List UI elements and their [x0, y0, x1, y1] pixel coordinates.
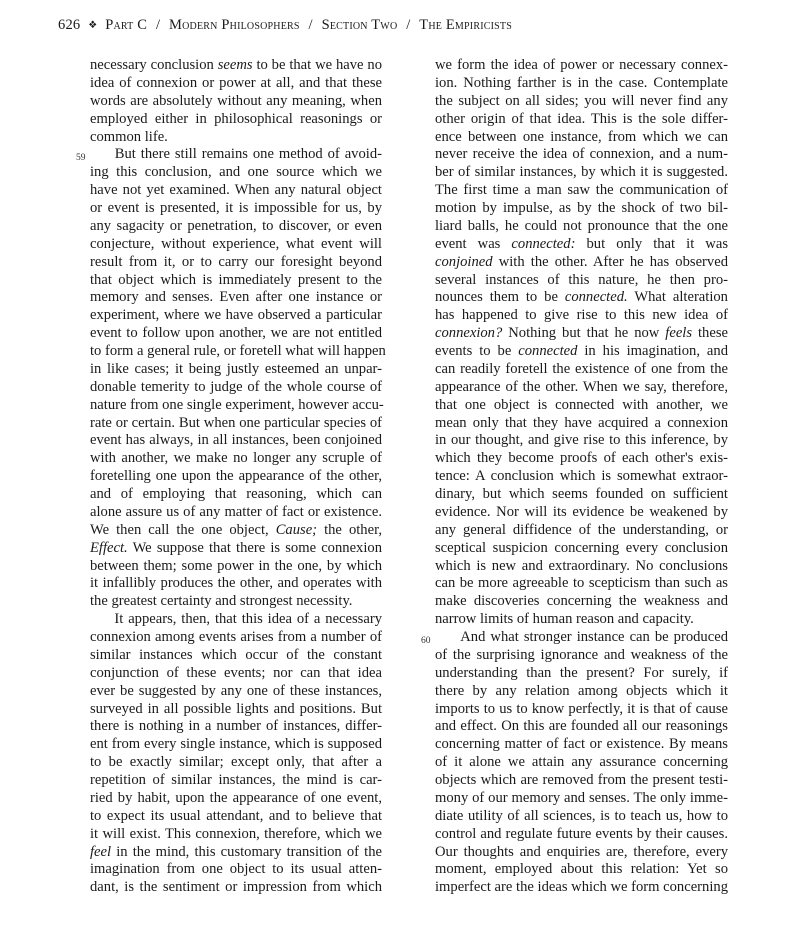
paragraph-number: 59	[76, 153, 86, 164]
text-line: feel in the mind, this customary transition of the	[90, 843, 382, 860]
text-line: objects which are removed from the present testi-	[435, 772, 728, 788]
text-line: there by any relation among objects which it	[435, 682, 728, 699]
paragraph-number: 60	[421, 636, 431, 647]
header-separator: /	[155, 17, 161, 33]
text-line: to expect its usual attendant, and to believe that	[90, 807, 382, 824]
text-line: it will exist. This connexion, therefore, which we	[90, 825, 382, 842]
text-line: ried by habit, upon the appearance of one event,	[90, 789, 382, 806]
text-line: can be more agreeable to scepticism than such as	[435, 575, 728, 592]
text-line: to form a general rule, or foretell what will happen	[90, 343, 386, 359]
text-line: in like cases; it being justly esteemed an unpar-	[90, 360, 382, 377]
text-line: Our thoughts and enquiries are, therefore, every	[435, 843, 728, 860]
text-line: tence: A conclusion which is somewhat extraor-	[435, 468, 728, 485]
text-line: imagination from one object to its usual atten-	[90, 861, 382, 878]
header-chapter: The Empiricists	[419, 17, 512, 33]
text-line: the greatest certainty and strongest necessity.	[90, 593, 353, 610]
text-line: appearance of the other. When we say, therefore,	[435, 378, 728, 395]
text-line: that one object is connected with another, we	[435, 396, 728, 413]
text-line: concerning matter of fact or existence. By means	[435, 736, 728, 753]
text-line: nounces them to be connected. What alteration	[435, 289, 728, 306]
text-line: several instances of this nature, he then pro-	[435, 271, 728, 288]
text-line: necessary conclusion seems to be that we have no	[90, 57, 383, 73]
text-line: the subject on all sides; you will never find any	[435, 92, 728, 109]
text-line: donable temerity to judge of the whole course of	[90, 378, 382, 395]
text-line: dant, is the sentiment or impression from which	[90, 879, 382, 896]
text-line: has happened to give rise to this new idea of	[435, 307, 728, 324]
text-line: mony of our memory and senses. The only imme-	[435, 789, 728, 806]
diamond-ornament-icon: ❖	[88, 20, 98, 31]
text-line: foretelling one upon the appearance of the other,	[90, 468, 382, 485]
text-line: ence between one instance, from which we can	[435, 128, 728, 145]
text-line: connexion? Nothing but that he now feels these	[435, 325, 728, 342]
header-part: Part C	[105, 17, 148, 33]
text-line: control and regulate future events by their causes.	[435, 825, 728, 842]
text-line: mean only that they have acquired a connexion	[435, 414, 728, 431]
text-line: repetition of similar instances, the mind is car-	[90, 772, 382, 788]
text-line: experiment, where we have observed a particular	[90, 307, 382, 324]
header-separator: /	[308, 17, 313, 33]
text-line: of it alone we attain any assurance concerning	[435, 754, 728, 771]
text-line: imports to us to know perfectly, it is that of cause	[435, 700, 728, 717]
text-line: or event is presented, it is impossible for us, by	[90, 200, 382, 216]
text-line: conjecture, without experience, what event will	[90, 235, 382, 252]
text-line: result from it, or to carry our foresight beyond	[90, 253, 382, 270]
text-line: And what stronger instance can be produced	[435, 629, 728, 645]
text-line: memory and senses. Even after one instance or	[90, 289, 382, 306]
text-line: The first time a man saw the communication of	[435, 182, 728, 199]
text-line: ent from every single instance, which is supposed	[90, 736, 382, 753]
text-line: event to follow upon another, we are not entitled	[90, 325, 382, 342]
text-line: motion by impulse, as by the shock of two bil-	[435, 200, 728, 216]
text-line: event was connected: but only that it was	[435, 235, 728, 252]
text-line: can readily foretell the existence of one from the	[435, 360, 728, 377]
text-line: It appears, then, that this idea of a necessary	[90, 611, 382, 628]
text-line: common life.	[90, 128, 168, 145]
text-line: conjunction of these events; nor can that idea	[90, 664, 382, 681]
text-line: ever be suggested by any one of these instances,	[90, 682, 382, 699]
text-line: make discoveries concerning the weakness and	[435, 593, 728, 610]
text-line: sceptical suspicion concerning every conclusion	[435, 539, 728, 556]
text-line: surveyed in all possible lights and positions. But	[90, 700, 382, 717]
text-line: in our thought, and give rise to this inference, by	[435, 432, 728, 449]
text-line: employed either in philosophical reasonings or	[90, 110, 382, 127]
page-number: 626	[58, 17, 81, 33]
left-text-column	[76, 57, 386, 897]
text-line: Effect. We suppose that there is some connexion	[90, 539, 382, 556]
text-line: other origin of that idea. This is the sole differ-	[435, 110, 728, 127]
text-line: evidence. Nor will its evidence be weakened by	[435, 503, 728, 520]
text-line: idea of connexion or power at all, and that these	[90, 74, 382, 91]
text-line: and effect. On this are founded all our reasonings	[435, 718, 728, 735]
text-line: ing this conclusion, and one source which we	[90, 164, 382, 181]
text-line: imperfect are the ideas which we form concerning	[435, 879, 728, 896]
text-line: We then call the one object, Cause; the other,	[90, 521, 382, 538]
text-line: words are absolutely without any meaning, when	[90, 92, 382, 109]
text-line: have not yet examined. When any natural object	[90, 182, 382, 199]
text-line: understanding than the present? For surely, if	[435, 664, 728, 681]
text-line: ber of similar instances, by which it is suggested.	[435, 164, 728, 181]
header-book: Modern Philosophers	[169, 17, 300, 33]
text-line: ion. Nothing farther is in the case. Contemplate	[435, 74, 728, 91]
text-line: and of employing that reasoning, which can	[90, 486, 382, 502]
text-line: moment, employed about this relation: Yet so	[435, 861, 728, 878]
text-line: diate utility of all sciences, is to teach us, how to	[435, 807, 728, 824]
text-line: never receive the idea of connexion, and a num-	[435, 146, 728, 163]
text-line: similar instances which occur of the constant	[90, 646, 382, 663]
text-line: which is new and extraordinary. No conclusions	[435, 557, 728, 574]
header-separator: /	[406, 17, 411, 33]
text-line: But there still remains one method of avoid-	[90, 146, 382, 163]
text-line: liard balls, he could not pronounce that the one	[435, 217, 728, 234]
text-line: of the surprising ignorance and weakness of the	[435, 646, 728, 663]
text-line: narrow limits of human reason and capacity.	[435, 611, 694, 628]
text-line: events to be connected in his imagination, and	[435, 343, 728, 359]
text-line: we form the idea of power or necessary connex-	[435, 57, 728, 73]
text-line: dinary, but which seems founded on sufficient	[435, 486, 728, 502]
text-line: which they become proofs of each other's exis-	[435, 450, 728, 467]
header-section: Section Two	[321, 17, 398, 33]
text-line: connexion among events arises from a number of	[90, 629, 382, 645]
text-line: there is nothing in a number of instances, differ-	[90, 718, 382, 735]
text-line: alone assure us of any matter of fact or existence.	[90, 503, 382, 520]
text-line: to be exactly similar; except only, that after a	[90, 754, 382, 771]
text-line: any sagacity or penetration, to discover, or even	[90, 217, 382, 234]
text-line: with another, we make no longer any scruple of	[90, 450, 382, 467]
text-line: nature from one single experiment, however accu-	[90, 396, 384, 413]
running-header	[58, 17, 512, 34]
text-line: between them; some power in the one, by which	[90, 557, 382, 574]
text-line: conjoined with the other. After he has observed	[435, 253, 728, 270]
text-line: any general diffidence of the understanding, or	[435, 521, 728, 538]
text-line: that object which is immediately present to the	[90, 271, 382, 288]
text-line: it infallibly produces the other, and operates with	[90, 575, 382, 592]
text-line: rate or certain. But when one particular species of	[90, 414, 382, 431]
right-text-column	[421, 57, 728, 897]
text-line: event has always, in all instances, been conjoined	[90, 432, 382, 449]
